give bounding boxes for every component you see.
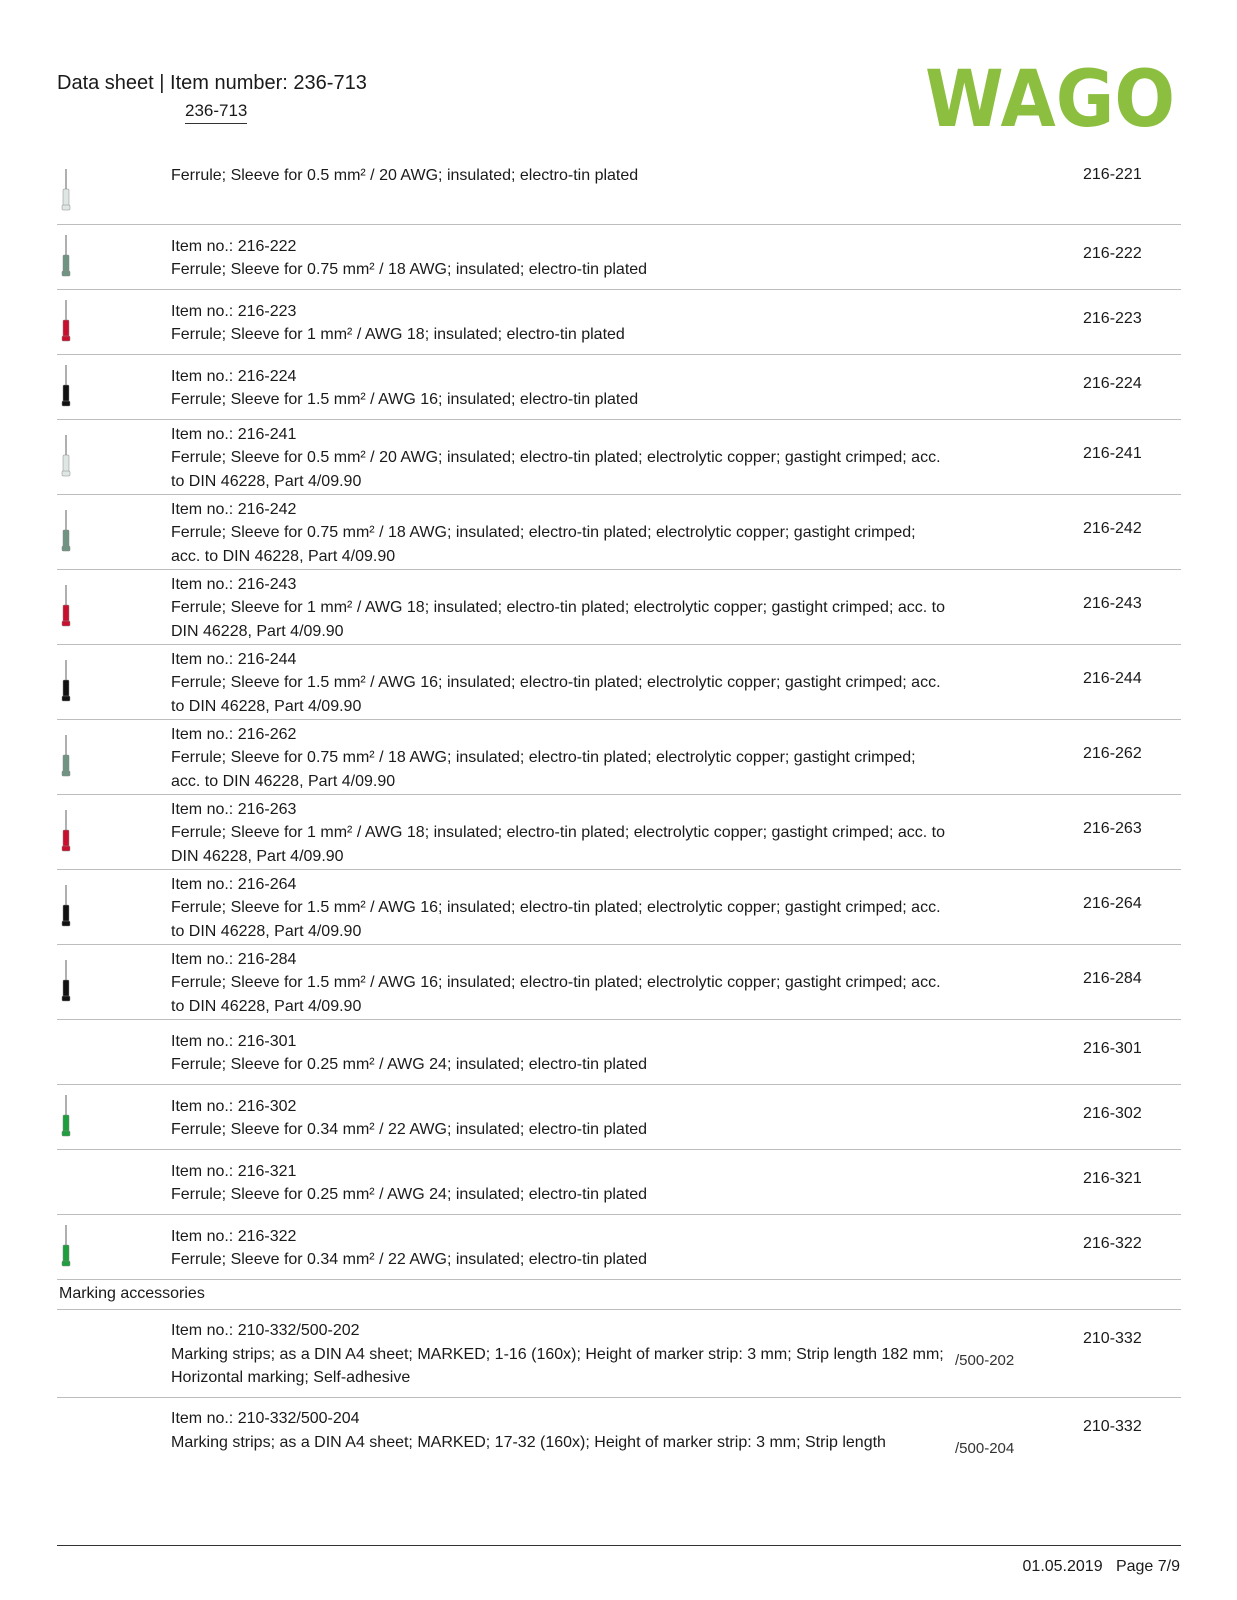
section-heading: Marking accessories <box>57 1280 1181 1310</box>
table-row <box>57 420 1181 495</box>
item-number: Item no.: 216-301 <box>171 1032 297 1050</box>
table-row <box>57 720 1181 795</box>
item-number: Item no.: 216-263 <box>171 800 297 818</box>
table-row <box>57 1398 1181 1473</box>
row-description-block <box>171 573 946 644</box>
table-row <box>57 290 1181 355</box>
item-link[interactable]: 216-222 <box>1083 245 1142 262</box>
item-number: Item no.: 216-322 <box>171 1227 297 1245</box>
row-description-block <box>171 164 946 188</box>
item-description: Ferrule; Sleeve for 1.5 mm² / AWG 16; insulated; electro-tin plated; electrolytic copper; gastight crimped; acc. to DIN 46228, Part 4/09.90 <box>171 674 941 715</box>
item-link[interactable]: 216-243 <box>1083 595 1142 612</box>
item-link[interactable]: 210-332 <box>1083 1418 1142 1435</box>
item-description: Ferrule; Sleeve for 1.5 mm² / AWG 16; insulated; electro-tin plated <box>171 391 639 408</box>
item-link[interactable]: 216-221 <box>1083 166 1142 183</box>
item-link[interactable]: 216-224 <box>1083 375 1142 392</box>
item-description: Ferrule; Sleeve for 1.5 mm² / AWG 16; insulated; electro-tin plated; electrolytic copper; gastight crimped; acc. to DIN 46228, Part 4/09.90 <box>171 974 941 1015</box>
table-row <box>57 225 1181 290</box>
ferrule-icon <box>60 365 72 407</box>
page-title: Data sheet | Item number: 236-713 <box>57 72 367 94</box>
item-link[interactable]: 216-322 <box>1083 1235 1142 1252</box>
ferrule-icon <box>60 885 72 927</box>
item-description: Ferrule; Sleeve for 1 mm² / AWG 18; insulated; electro-tin plated; electrolytic copper; gastight crimped; acc. to DIN 46228, Part 4/09.90 <box>171 599 945 640</box>
row-description-block <box>171 1319 946 1390</box>
table-row <box>57 158 1181 225</box>
footer-page: Page 7/9 <box>1115 1558 1180 1575</box>
table-row <box>57 570 1181 645</box>
footer-date: 01.05.2019 <box>1022 1558 1103 1575</box>
row-description-block <box>171 235 946 282</box>
item-link[interactable]: 216-263 <box>1083 820 1142 837</box>
item-number: Item no.: 216-264 <box>171 875 297 893</box>
row-description-block <box>171 948 946 1019</box>
item-number: Item no.: 216-321 <box>171 1162 297 1180</box>
ferrule-icon <box>60 1225 72 1267</box>
item-description: Ferrule; Sleeve for 0.5 mm² / 20 AWG; insulated; electro-tin plated <box>171 167 639 184</box>
table-row <box>57 795 1181 870</box>
footer-divider <box>57 1545 1181 1546</box>
ferrule-icon <box>60 585 72 627</box>
row-description-block <box>171 300 946 347</box>
item-number-link[interactable]: 236-713 <box>185 101 247 124</box>
row-description-block <box>171 1407 946 1454</box>
item-description: Ferrule; Sleeve for 0.25 mm² / AWG 24; insulated; electro-tin plated <box>171 1056 648 1073</box>
row-description-block <box>171 648 946 719</box>
table-row <box>57 1085 1181 1150</box>
table-row <box>57 1215 1181 1280</box>
table-row <box>57 355 1181 420</box>
table-row <box>57 645 1181 720</box>
item-description: Marking strips; as a DIN A4 sheet; MARKED; 1-16 (160x); Height of marker strip: 3 mm; Strip length 182 mm; Horizontal marking; Self-adhesive <box>171 1345 944 1386</box>
item-description: Ferrule; Sleeve for 1 mm² / AWG 18; insulated; electro-tin plated <box>171 326 625 343</box>
ferrule-icon <box>60 660 72 702</box>
item-number: Item no.: 216-242 <box>171 500 297 518</box>
item-description: Ferrule; Sleeve for 1 mm² / AWG 18; insulated; electro-tin plated; electrolytic copper; gastight crimped; acc. to DIN 46228, Part 4/09.90 <box>171 824 945 865</box>
item-link[interactable]: 216-244 <box>1083 670 1142 687</box>
item-description: Ferrule; Sleeve for 0.75 mm² / 18 AWG; insulated; electro-tin plated; electrolytic copper; gastight crimped; acc. to DIN 46228, Part 4/09.90 <box>171 524 916 565</box>
item-number: Item no.: 216-224 <box>171 367 297 385</box>
ferrule-icon <box>60 300 72 342</box>
table-row <box>57 1310 1181 1398</box>
table-row <box>57 870 1181 945</box>
item-number: Item no.: 216-243 <box>171 575 297 593</box>
ferrule-icon <box>60 169 72 211</box>
row-description-block <box>171 1095 946 1142</box>
ferrule-icon <box>60 435 72 477</box>
item-number: Item no.: 216-284 <box>171 950 297 968</box>
item-variant-suffix: /500-202 <box>955 1352 1015 1369</box>
item-description: Ferrule; Sleeve for 0.34 mm² / 22 AWG; insulated; electro-tin plated <box>171 1251 648 1268</box>
item-number: Item no.: 216-244 <box>171 650 297 668</box>
item-number: Item no.: 216-302 <box>171 1097 297 1115</box>
item-link[interactable]: 216-242 <box>1083 520 1142 537</box>
item-variant-suffix: /500-204 <box>955 1440 1015 1457</box>
item-link[interactable]: 216-301 <box>1083 1040 1142 1057</box>
row-description-block <box>171 798 946 869</box>
ferrule-icon <box>60 510 72 552</box>
item-description: Ferrule; Sleeve for 0.75 mm² / 18 AWG; insulated; electro-tin plated; electrolytic copper; gastight crimped; acc. to DIN 46228, Part 4/09.90 <box>171 749 916 790</box>
row-description-block <box>171 723 946 794</box>
item-link[interactable]: 216-284 <box>1083 970 1142 987</box>
item-number: Item no.: 216-223 <box>171 302 297 320</box>
row-description-block <box>171 1160 946 1207</box>
item-link[interactable]: 216-264 <box>1083 895 1142 912</box>
ferrule-icon <box>60 1095 72 1137</box>
item-link[interactable]: 216-241 <box>1083 445 1142 462</box>
row-description-block <box>171 1225 946 1272</box>
row-description-block <box>171 423 946 494</box>
table-row <box>57 1020 1181 1085</box>
item-description: Marking strips; as a DIN A4 sheet; MARKED; 17-32 (160x); Height of marker strip: 3 mm; Strip length <box>171 1433 886 1451</box>
item-link[interactable]: 216-302 <box>1083 1105 1142 1122</box>
item-description: Ferrule; Sleeve for 0.5 mm² / 20 AWG; insulated; electro-tin plated; electrolytic copper; gastight crimped; acc. to DIN 46228, Part 4/09.90 <box>171 449 941 490</box>
ferrule-icon <box>60 810 72 852</box>
item-description: Ferrule; Sleeve for 0.34 mm² / 22 AWG; insulated; electro-tin plated <box>171 1121 648 1138</box>
wago-logo <box>925 58 1180 144</box>
accessories-table <box>57 158 1181 1473</box>
ferrule-icon <box>60 960 72 1002</box>
item-description: Ferrule; Sleeve for 0.25 mm² / AWG 24; insulated; electro-tin plated <box>171 1186 648 1203</box>
item-number: Item no.: 216-262 <box>171 725 297 743</box>
row-description-block <box>171 873 946 944</box>
item-number: Item no.: 216-222 <box>171 237 297 255</box>
item-description: Ferrule; Sleeve for 0.75 mm² / 18 AWG; insulated; electro-tin plated <box>171 261 648 278</box>
footer <box>1023 1558 1180 1576</box>
item-link[interactable]: 216-223 <box>1083 310 1142 327</box>
row-description-block <box>171 498 946 569</box>
table-row <box>57 945 1181 1020</box>
item-link[interactable]: 210-332 <box>1083 1330 1142 1347</box>
item-link[interactable]: 216-321 <box>1083 1170 1142 1187</box>
logo-text: WAGO <box>925 58 1175 144</box>
row-description-block <box>171 365 946 412</box>
ferrule-icon <box>60 235 72 277</box>
item-number: Item no.: 216-241 <box>171 425 297 443</box>
table-row <box>57 1150 1181 1215</box>
table-row <box>57 495 1181 570</box>
item-number: Item no.: 210-332/500-202 <box>171 1322 360 1339</box>
row-description-block <box>171 1030 946 1077</box>
item-number: Item no.: 210-332/500-204 <box>171 1410 360 1427</box>
item-description: Ferrule; Sleeve for 1.5 mm² / AWG 16; insulated; electro-tin plated; electrolytic copper; gastight crimped; acc. to DIN 46228, Part 4/09.90 <box>171 899 941 940</box>
ferrule-icon <box>60 735 72 777</box>
item-link[interactable]: 216-262 <box>1083 745 1142 762</box>
